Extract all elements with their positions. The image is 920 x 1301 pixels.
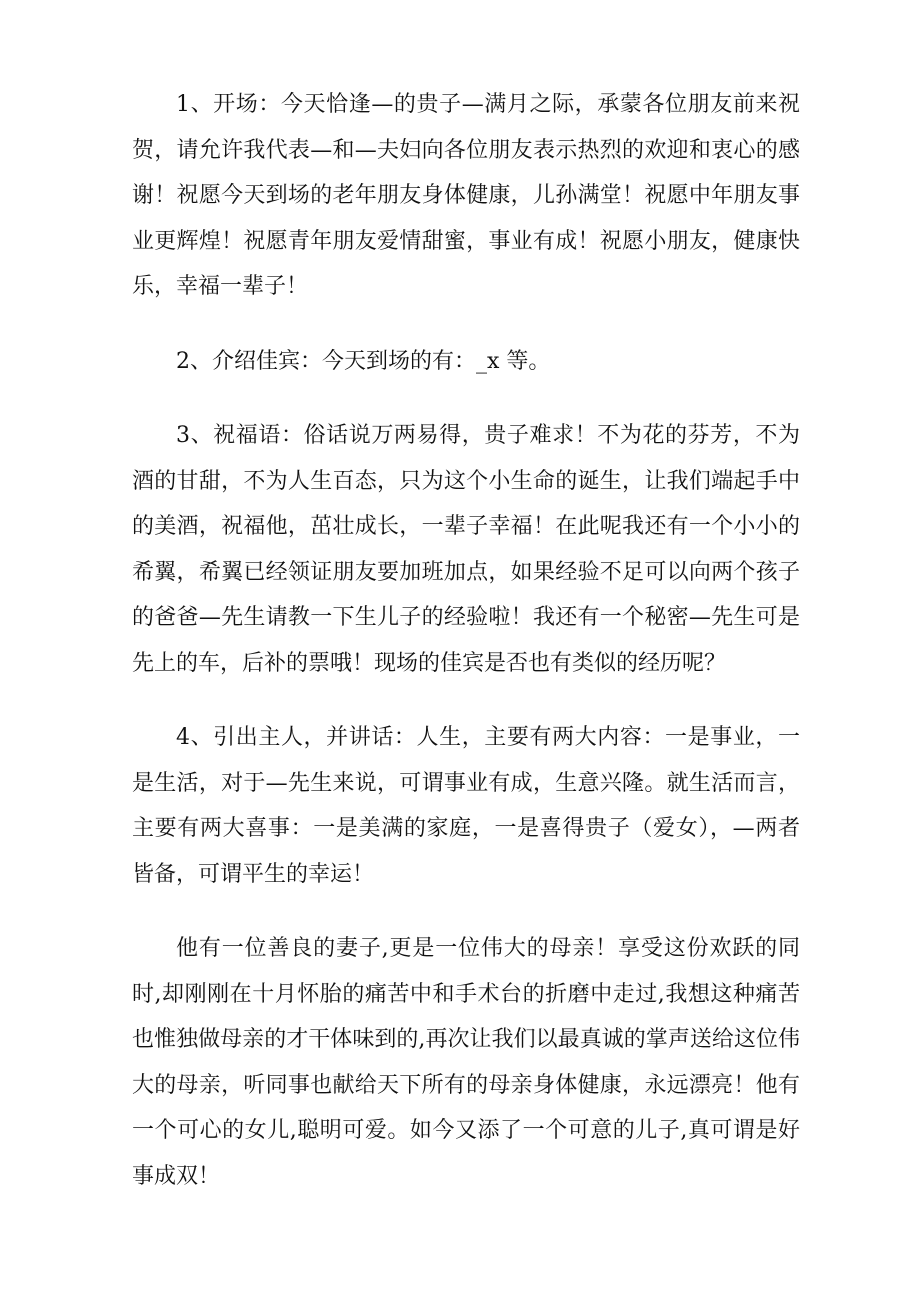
document-body [132,82,800,1228]
paragraph-opening: 1、开场：今天恰逢—的贵子—满月之际，承蒙各位朋友前来祝贺，请允许我代表—和—夫妇向各位朋友表示热烈的欢迎和衷心的感谢！祝愿今天到场的老年朋友身体健康，儿孙满堂！祝愿中年朋友事业更辉煌！祝愿青年朋友爱情甜蜜，事业有成！祝愿小朋友，健康快乐，幸福一辈子！ [132,92,800,299]
paragraph-blessing: 3、祝福语：俗话说万两易得，贵子难求！不为花的芬芳，不为酒的甘甜，不为人生百态，只为这个小生命的诞生，让我们端起手中的美酒，祝福他，茁壮成长，一辈子幸福！在此呢我还有一个小小的希翼，希翼已经领证朋友要加班加点，如果经验不足可以向两个孩子的爸爸—先生请教一下生儿子的经验啦！我还有一个秘密—先生可是先上的车，后补的票哦！现场的佳宾是否也有类似的经历呢？ [132,423,800,676]
paragraph-guests: 2、介绍佳宾：今天到场的有：_x 等。 [176,348,551,374]
paragraph-mother-tribute: 他有一位善良的妻子,更是一位伟大的母亲！享受这份欢跃的同时,却刚刚在十月怀胎的痛苦中和手术台的折磨中走过,我想这种痛苦也惟独做母亲的才干体味到的,再次让我们以最真诚的掌声送给这位伟大的母亲，听同事也献给天下所有的母亲身体健康，永远漂亮！他有一个可心的女儿,聪明可爱。如今又添了一个可意的儿子,真可谓是好事成双！ [132,936,800,1189]
paragraph-host-speech: 4、引出主人，并讲话：人生，主要有两大内容：一是事业，一是生活，对于—先生来说，可谓事业有成，生意兴隆。就生活而言，主要有两大喜事：一是美满的家庭，一是喜得贵子（爱女），—两者皆备，可谓平生的幸运！ [132,725,800,887]
